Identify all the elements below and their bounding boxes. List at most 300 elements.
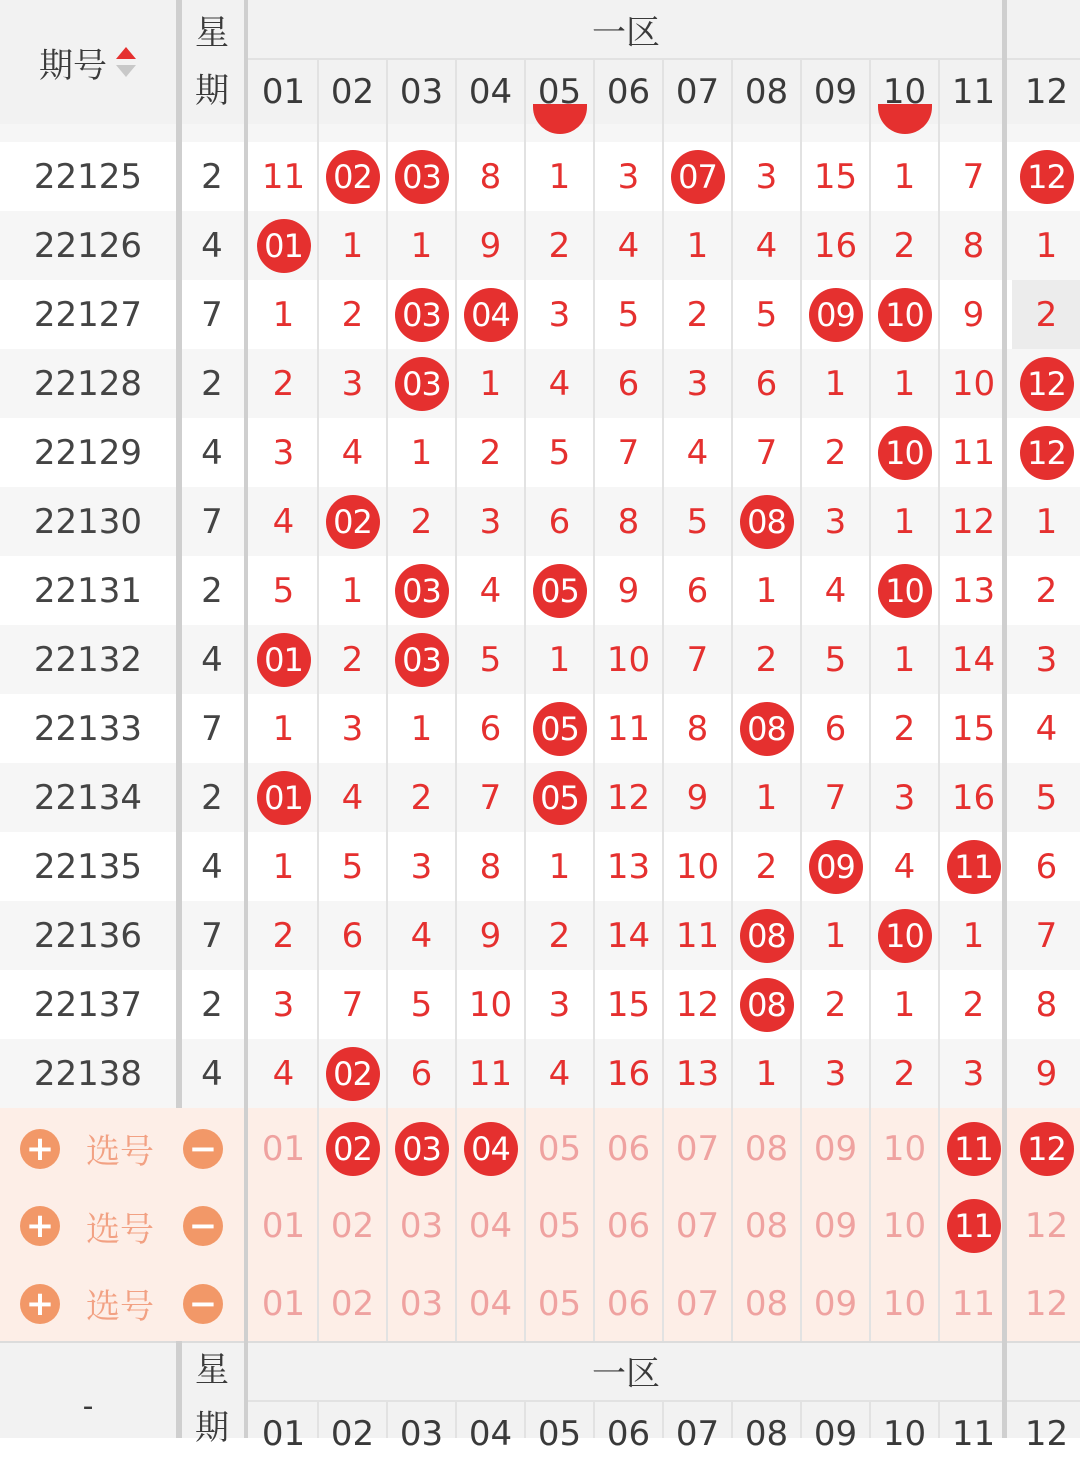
- unselected-number: 08: [744, 1128, 789, 1169]
- miss-count: 2: [893, 1053, 916, 1094]
- weekday-cell: 2: [201, 156, 223, 197]
- miss-count: 5: [272, 570, 295, 611]
- miss-count-cell: [318, 349, 387, 418]
- miss-count: 2: [1035, 294, 1058, 335]
- divider: [1002, 0, 1007, 1438]
- selectable-number-02[interactable]: [318, 1188, 387, 1266]
- miss-count: 1: [272, 846, 295, 887]
- miss-count: 2: [893, 708, 916, 749]
- footer-weekday-char-1: 星: [195, 1350, 229, 1390]
- add-selection-button[interactable]: +: [20, 1206, 60, 1246]
- hit-number-cell: [663, 142, 732, 211]
- miss-count: 1: [893, 501, 916, 542]
- number-ball: 05: [533, 771, 587, 825]
- selectable-number-07[interactable]: [663, 1110, 732, 1188]
- footer-column-header-10: 10: [882, 1414, 927, 1454]
- selectable-number-04[interactable]: [456, 1188, 525, 1266]
- column-header-06: 06: [606, 72, 651, 112]
- miss-count-cell: [594, 694, 663, 763]
- miss-count: 11: [951, 432, 996, 473]
- hit-number-cell: [387, 556, 456, 625]
- miss-count-cell: [594, 418, 663, 487]
- zone-header-label: 一区: [592, 12, 660, 53]
- selectable-number-05[interactable]: [525, 1265, 594, 1343]
- number-ball: 09: [809, 840, 863, 894]
- number-ball: 10: [878, 564, 932, 618]
- miss-count-cell: [801, 556, 870, 625]
- miss-count: 2: [893, 225, 916, 266]
- selectable-number-11[interactable]: [939, 1265, 1008, 1343]
- miss-count-cell: [318, 418, 387, 487]
- miss-count: 4: [617, 225, 640, 266]
- miss-count: 12: [675, 984, 720, 1025]
- weekday-cell: 4: [201, 225, 223, 266]
- selectable-number-07[interactable]: [663, 1265, 732, 1343]
- divider: [244, 0, 248, 1438]
- miss-count: 4: [272, 501, 295, 542]
- miss-count: 2: [962, 984, 985, 1025]
- number-ball: 03: [395, 633, 449, 687]
- period-cell: 22133: [33, 708, 143, 749]
- footer-column-header-08: 08: [744, 1414, 789, 1454]
- footer-column-header-05: 05: [537, 1414, 582, 1454]
- number-ball: 12: [1020, 357, 1074, 411]
- selected-number-ball: 12: [1020, 1122, 1074, 1176]
- miss-count: 1: [755, 570, 778, 611]
- miss-count: 13: [951, 570, 996, 611]
- selectable-number-05[interactable]: [525, 1188, 594, 1266]
- miss-count-cell: [249, 142, 318, 211]
- hit-number-cell: [870, 901, 939, 970]
- miss-count-cell: [525, 349, 594, 418]
- miss-count: 4: [272, 1053, 295, 1094]
- miss-count: 8: [479, 846, 502, 887]
- hit-number-cell: [249, 211, 318, 280]
- miss-count-cell: [387, 694, 456, 763]
- selectable-number-10[interactable]: [870, 1110, 939, 1188]
- number-ball: 01: [257, 771, 311, 825]
- unselected-number: 12: [1024, 1283, 1069, 1324]
- number-ball: 01: [257, 219, 311, 273]
- miss-count-cell: [594, 763, 663, 832]
- miss-count: 5: [686, 501, 709, 542]
- miss-count-cell: [456, 1039, 525, 1108]
- miss-count: 3: [479, 501, 502, 542]
- miss-count: 1: [824, 363, 847, 404]
- miss-count-cell: [525, 832, 594, 901]
- miss-count: 3: [410, 846, 433, 887]
- period-cell: 22135: [33, 846, 143, 887]
- footer-period-placeholder: -: [82, 1388, 94, 1424]
- selectable-number-12[interactable]: [1012, 1188, 1080, 1266]
- miss-count: 1: [893, 363, 916, 404]
- miss-count: 10: [468, 984, 513, 1025]
- miss-count-cell: [732, 625, 801, 694]
- miss-count-cell: [456, 142, 525, 211]
- miss-count-cell: [1012, 211, 1080, 280]
- miss-count: 3: [548, 984, 571, 1025]
- miss-count: 3: [1035, 639, 1058, 680]
- miss-count: 4: [341, 777, 364, 818]
- hit-number-cell: [732, 487, 801, 556]
- unselected-number: 07: [675, 1283, 720, 1324]
- column-header-07: 07: [675, 72, 720, 112]
- column-divider: [386, 1402, 388, 1438]
- number-ball: 08: [740, 978, 794, 1032]
- selectable-number-11[interactable]: [939, 1188, 1008, 1266]
- miss-count-cell: [594, 901, 663, 970]
- selectable-number-03[interactable]: [387, 1188, 456, 1266]
- unselected-number: 02: [330, 1283, 375, 1324]
- unselected-number: 01: [261, 1128, 306, 1169]
- miss-count: 7: [341, 984, 364, 1025]
- miss-count: 1: [1035, 225, 1058, 266]
- miss-count-cell: [249, 1039, 318, 1108]
- column-divider: [662, 60, 664, 1341]
- miss-count: 5: [548, 432, 571, 473]
- number-ball: 02: [326, 1047, 380, 1101]
- miss-count-cell: [387, 832, 456, 901]
- miss-count-cell: [939, 556, 1008, 625]
- add-selection-button[interactable]: +: [20, 1129, 60, 1169]
- number-ball: 05: [533, 564, 587, 618]
- column-divider: [869, 1402, 871, 1438]
- selectable-number-09[interactable]: [801, 1110, 870, 1188]
- select-number-label: 选号: [86, 1209, 154, 1250]
- column-header-09: 09: [813, 72, 858, 112]
- hit-number-cell: [525, 694, 594, 763]
- miss-count: 1: [755, 1053, 778, 1094]
- miss-count: 9: [1035, 1053, 1058, 1094]
- miss-count: 16: [951, 777, 996, 818]
- unselected-number: 09: [813, 1206, 858, 1247]
- number-ball: 08: [740, 495, 794, 549]
- miss-count-cell: [1012, 832, 1080, 901]
- miss-count: 8: [962, 225, 985, 266]
- miss-count-cell: [939, 487, 1008, 556]
- miss-count-cell: [663, 349, 732, 418]
- column-divider: [869, 60, 871, 1341]
- miss-count-cell: [318, 211, 387, 280]
- miss-count-cell: [249, 487, 318, 556]
- number-ball: 03: [395, 288, 449, 342]
- miss-count-cell: [732, 832, 801, 901]
- sort-icon[interactable]: [115, 45, 137, 79]
- selectable-number-06[interactable]: [594, 1188, 663, 1266]
- number-ball: 02: [326, 495, 380, 549]
- miss-count-cell: [939, 142, 1008, 211]
- number-ball: 12: [1020, 150, 1074, 204]
- remove-selection-button[interactable]: −: [183, 1206, 223, 1246]
- selectable-number-04[interactable]: [456, 1265, 525, 1343]
- column-header-10: 10: [882, 72, 927, 112]
- miss-count-cell: [663, 211, 732, 280]
- selectable-number-12[interactable]: [1012, 1110, 1080, 1188]
- miss-count-cell: [663, 694, 732, 763]
- weekday-cell: 7: [201, 294, 223, 335]
- column-divider: [731, 60, 733, 1341]
- miss-count: 2: [548, 225, 571, 266]
- miss-count-cell: [318, 280, 387, 349]
- hit-number-cell: [318, 1039, 387, 1108]
- number-ball: 03: [395, 357, 449, 411]
- column-header-08: 08: [744, 72, 789, 112]
- miss-count-cell: [318, 625, 387, 694]
- footer-zone: [248, 1341, 1004, 1399]
- miss-count-cell: [387, 1039, 456, 1108]
- miss-count-cell: [249, 970, 318, 1039]
- column-divider: [731, 1402, 733, 1438]
- miss-count: 12: [951, 501, 996, 542]
- miss-count: 10: [675, 846, 720, 887]
- miss-count-cell: [732, 142, 801, 211]
- remove-selection-button[interactable]: −: [183, 1129, 223, 1169]
- miss-count-cell: [732, 1039, 801, 1108]
- selectable-number-09[interactable]: [801, 1188, 870, 1266]
- miss-count: 15: [606, 984, 651, 1025]
- period-cell: 22127: [33, 294, 143, 335]
- column-divider: [386, 60, 388, 1341]
- selectable-number-11[interactable]: [939, 1110, 1008, 1188]
- miss-count-cell: [1012, 970, 1080, 1039]
- number-ball: 04: [464, 288, 518, 342]
- miss-count-cell: [318, 970, 387, 1039]
- unselected-number: 08: [744, 1283, 789, 1324]
- miss-count: 5: [617, 294, 640, 335]
- miss-count: 6: [548, 501, 571, 542]
- miss-count-cell: [663, 1039, 732, 1108]
- hit-number-cell: [732, 694, 801, 763]
- miss-count: 11: [261, 156, 306, 197]
- miss-count-cell: [525, 280, 594, 349]
- miss-count: 3: [272, 984, 295, 1025]
- selectable-number-12[interactable]: [1012, 1265, 1080, 1343]
- footer-weekday: [180, 1341, 244, 1448]
- miss-count-cell: [801, 901, 870, 970]
- remove-selection-button[interactable]: −: [183, 1284, 223, 1324]
- column-divider: [317, 1402, 319, 1438]
- unselected-number: 04: [468, 1206, 513, 1247]
- miss-count-cell: [456, 556, 525, 625]
- miss-count: 4: [479, 570, 502, 611]
- unselected-number: 11: [951, 1283, 996, 1324]
- miss-count-cell: [456, 487, 525, 556]
- column-header-03: 03: [399, 72, 444, 112]
- miss-count-cell: [939, 1039, 1008, 1108]
- miss-count-cell: [870, 625, 939, 694]
- miss-count-cell: [594, 211, 663, 280]
- column-divider: [662, 1402, 664, 1438]
- miss-count: 13: [606, 846, 651, 887]
- miss-count-cell: [870, 211, 939, 280]
- selectable-number-01[interactable]: [249, 1110, 318, 1188]
- unselected-number: 01: [261, 1283, 306, 1324]
- column-header-12: 12: [1024, 72, 1069, 112]
- miss-count: 2: [341, 294, 364, 335]
- hit-number-cell: [939, 832, 1008, 901]
- miss-count-cell: [456, 970, 525, 1039]
- miss-count-cell: [939, 763, 1008, 832]
- unselected-number: 04: [468, 1283, 513, 1324]
- miss-count: 2: [272, 915, 295, 956]
- miss-count-cell: [732, 556, 801, 625]
- selectable-number-01[interactable]: [249, 1265, 318, 1343]
- selected-number-ball: 03: [395, 1122, 449, 1176]
- weekday-cell: 7: [201, 501, 223, 542]
- unselected-number: 12: [1024, 1206, 1069, 1247]
- miss-count: 1: [272, 708, 295, 749]
- miss-count: 8: [617, 501, 640, 542]
- miss-count-cell: [1012, 280, 1080, 349]
- miss-count: 11: [606, 708, 651, 749]
- weekday-cell: 4: [201, 846, 223, 887]
- miss-count-cell: [939, 349, 1008, 418]
- miss-count-cell: [801, 625, 870, 694]
- miss-count: 5: [410, 984, 433, 1025]
- miss-count: 2: [1035, 570, 1058, 611]
- miss-count-cell: [387, 418, 456, 487]
- column-divider: [800, 60, 802, 1341]
- miss-count: 4: [686, 432, 709, 473]
- miss-count-cell: [801, 763, 870, 832]
- miss-count: 8: [1035, 984, 1058, 1025]
- divider: [176, 1341, 182, 1438]
- miss-count-cell: [318, 901, 387, 970]
- selectable-number-02[interactable]: [318, 1265, 387, 1343]
- selectable-number-07[interactable]: [663, 1188, 732, 1266]
- footer-column-header-11: 11: [951, 1414, 996, 1454]
- zone-header: [248, 0, 1004, 58]
- miss-count-cell: [663, 832, 732, 901]
- miss-count-cell: [525, 1039, 594, 1108]
- miss-count-cell: [249, 280, 318, 349]
- miss-count-cell: [456, 901, 525, 970]
- miss-count-cell: [732, 763, 801, 832]
- miss-count-cell: [387, 763, 456, 832]
- miss-count: 4: [548, 1053, 571, 1094]
- miss-count-cell: [456, 418, 525, 487]
- miss-count: 2: [755, 846, 778, 887]
- selectable-number-06[interactable]: [594, 1110, 663, 1188]
- period-cell: 22126: [33, 225, 143, 266]
- miss-count: 7: [962, 156, 985, 197]
- miss-count-cell: [939, 280, 1008, 349]
- number-ball: 03: [395, 564, 449, 618]
- miss-count: 5: [479, 639, 502, 680]
- hit-number-cell: [387, 142, 456, 211]
- miss-count-cell: [1012, 694, 1080, 763]
- miss-count: 2: [686, 294, 709, 335]
- column-divider: [317, 60, 319, 1341]
- miss-count-cell: [387, 970, 456, 1039]
- weekday-cell: 2: [201, 570, 223, 611]
- miss-count-cell: [594, 556, 663, 625]
- miss-count-cell: [594, 280, 663, 349]
- miss-count-cell: [594, 142, 663, 211]
- miss-count-cell: [318, 763, 387, 832]
- miss-count-cell: [456, 832, 525, 901]
- miss-count-cell: [732, 280, 801, 349]
- miss-count-cell: [732, 349, 801, 418]
- weekday-cell: 2: [201, 363, 223, 404]
- miss-count-cell: [594, 349, 663, 418]
- miss-count-cell: [801, 970, 870, 1039]
- selectable-number-08[interactable]: [732, 1110, 801, 1188]
- miss-count-cell: [870, 1039, 939, 1108]
- miss-count: 2: [410, 501, 433, 542]
- miss-count: 2: [824, 984, 847, 1025]
- add-selection-button[interactable]: +: [20, 1284, 60, 1324]
- selectable-number-01[interactable]: [249, 1188, 318, 1266]
- miss-count: 9: [962, 294, 985, 335]
- weekday-header-char-1: 星: [195, 13, 229, 53]
- miss-count-cell: [1012, 901, 1080, 970]
- miss-count: 3: [962, 1053, 985, 1094]
- miss-count: 3: [548, 294, 571, 335]
- period-header-label: 期号: [39, 45, 107, 86]
- miss-count-cell: [594, 487, 663, 556]
- miss-count-cell: [939, 901, 1008, 970]
- number-ball: 12: [1020, 426, 1074, 480]
- selectable-number-08[interactable]: [732, 1188, 801, 1266]
- weekday-cell: 4: [201, 1053, 223, 1094]
- miss-count: 15: [951, 708, 996, 749]
- selectable-number-09[interactable]: [801, 1265, 870, 1343]
- miss-count: 3: [893, 777, 916, 818]
- miss-count: 1: [341, 225, 364, 266]
- number-ball: 07: [671, 150, 725, 204]
- unselected-number: 10: [882, 1128, 927, 1169]
- hit-number-cell: [870, 556, 939, 625]
- miss-count: 3: [755, 156, 778, 197]
- miss-count: 9: [686, 777, 709, 818]
- selectable-number-03[interactable]: [387, 1110, 456, 1188]
- selectable-number-05[interactable]: [525, 1110, 594, 1188]
- miss-count: 4: [755, 225, 778, 266]
- unselected-number: 07: [675, 1206, 720, 1247]
- hit-number-cell: [1012, 142, 1080, 211]
- period-cell: 22125: [33, 156, 143, 197]
- miss-count: 5: [341, 846, 364, 887]
- miss-count-cell: [1012, 763, 1080, 832]
- column-header-02: 02: [330, 72, 375, 112]
- miss-count-cell: [525, 901, 594, 970]
- column-divider: [800, 1402, 802, 1438]
- miss-count-cell: [663, 280, 732, 349]
- selectable-number-06[interactable]: [594, 1265, 663, 1343]
- number-ball: 08: [740, 702, 794, 756]
- miss-count-cell: [1012, 1039, 1080, 1108]
- selectable-number-08[interactable]: [732, 1265, 801, 1343]
- selectable-number-10[interactable]: [870, 1188, 939, 1266]
- hit-number-cell: [249, 625, 318, 694]
- miss-count: 1: [755, 777, 778, 818]
- miss-count-cell: [801, 142, 870, 211]
- miss-count-cell: [456, 763, 525, 832]
- selectable-number-04[interactable]: [456, 1110, 525, 1188]
- unselected-number: 03: [399, 1283, 444, 1324]
- selectable-number-10[interactable]: [870, 1265, 939, 1343]
- number-ball: 10: [878, 909, 932, 963]
- period-header[interactable]: [0, 0, 176, 124]
- unselected-number: 05: [537, 1206, 582, 1247]
- miss-count: 9: [617, 570, 640, 611]
- unselected-number: 07: [675, 1128, 720, 1169]
- miss-count-cell: [870, 487, 939, 556]
- selectable-number-03[interactable]: [387, 1265, 456, 1343]
- miss-count: 7: [479, 777, 502, 818]
- selectable-number-02[interactable]: [318, 1110, 387, 1188]
